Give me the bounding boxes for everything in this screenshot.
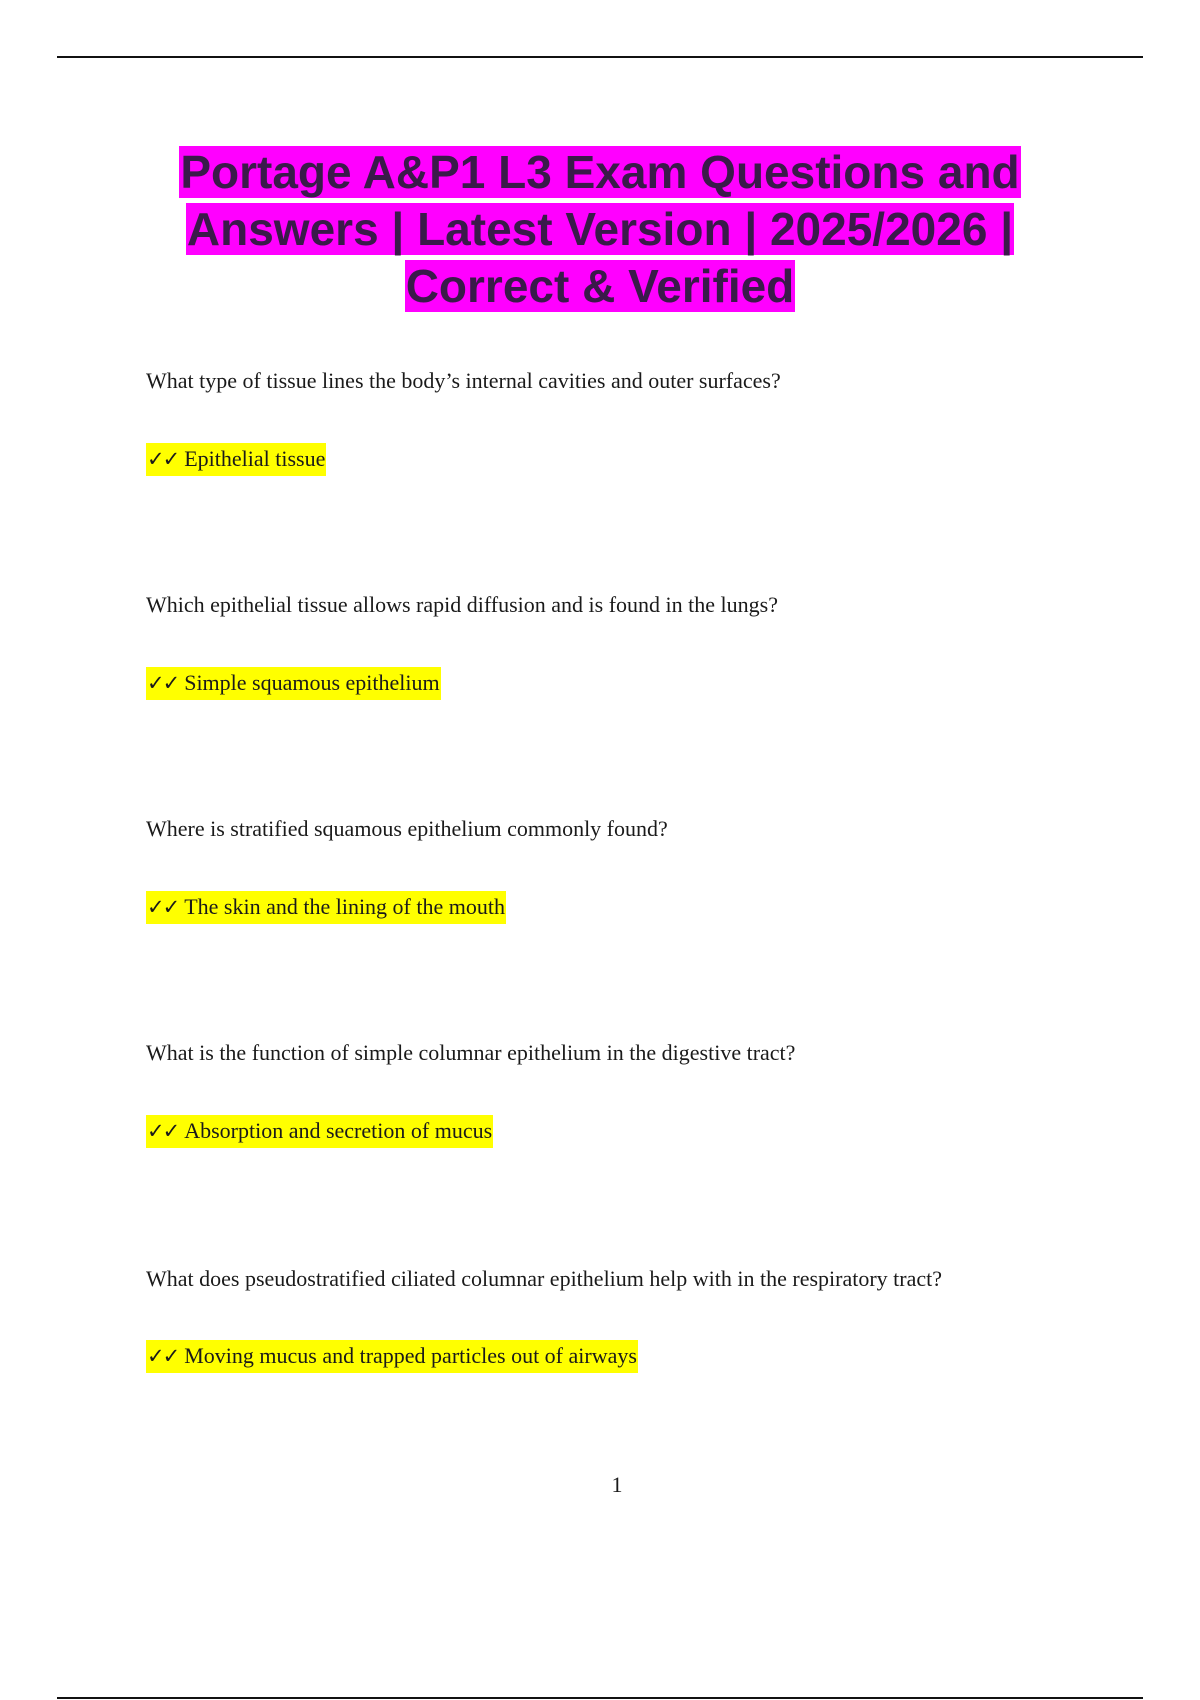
double-check-icon: ✓✓ [147, 671, 179, 695]
answer-3 [146, 891, 506, 924]
page-number: 1 [611, 1472, 623, 1497]
question-1: What type of tissue lines the body’s internal cavities and outer surfaces? [146, 368, 781, 393]
double-check-icon: ✓✓ [147, 1344, 179, 1368]
double-check-icon: ✓✓ [147, 895, 179, 919]
answer-1 [146, 443, 326, 476]
answer-text: Epithelial tissue [184, 446, 326, 471]
question-4: What is the function of simple columnar epithelium in the digestive tract? [146, 1040, 796, 1065]
question-5: What does pseudostratified ciliated columnar epithelium help with in the respiratory tract? [146, 1266, 943, 1291]
answer-4 [146, 1115, 493, 1148]
document-title [100, 144, 1100, 315]
question-2: Which epithelial tissue allows rapid diffusion and is found in the lungs? [146, 592, 778, 617]
answer-text: The skin and the lining of the mouth [184, 894, 505, 919]
double-check-icon: ✓✓ [147, 447, 179, 471]
footer-rule [57, 1697, 1143, 1699]
answer-5 [146, 1340, 638, 1373]
title-line-2: Answers | Latest Version | 2025/2026 | [186, 203, 1014, 255]
answer-2 [146, 667, 441, 700]
title-line-3: Correct & Verified [405, 260, 795, 312]
answer-text: Absorption and secretion of mucus [184, 1118, 493, 1143]
question-3: Where is stratified squamous epithelium commonly found? [146, 816, 668, 841]
answer-text: Moving mucus and trapped particles out of airways [184, 1343, 637, 1368]
answer-text: Simple squamous epithelium [184, 670, 440, 695]
title-line-1: Portage A&P1 L3 Exam Questions and [180, 146, 1020, 198]
double-check-icon: ✓✓ [147, 1119, 179, 1143]
header-rule [57, 56, 1143, 58]
